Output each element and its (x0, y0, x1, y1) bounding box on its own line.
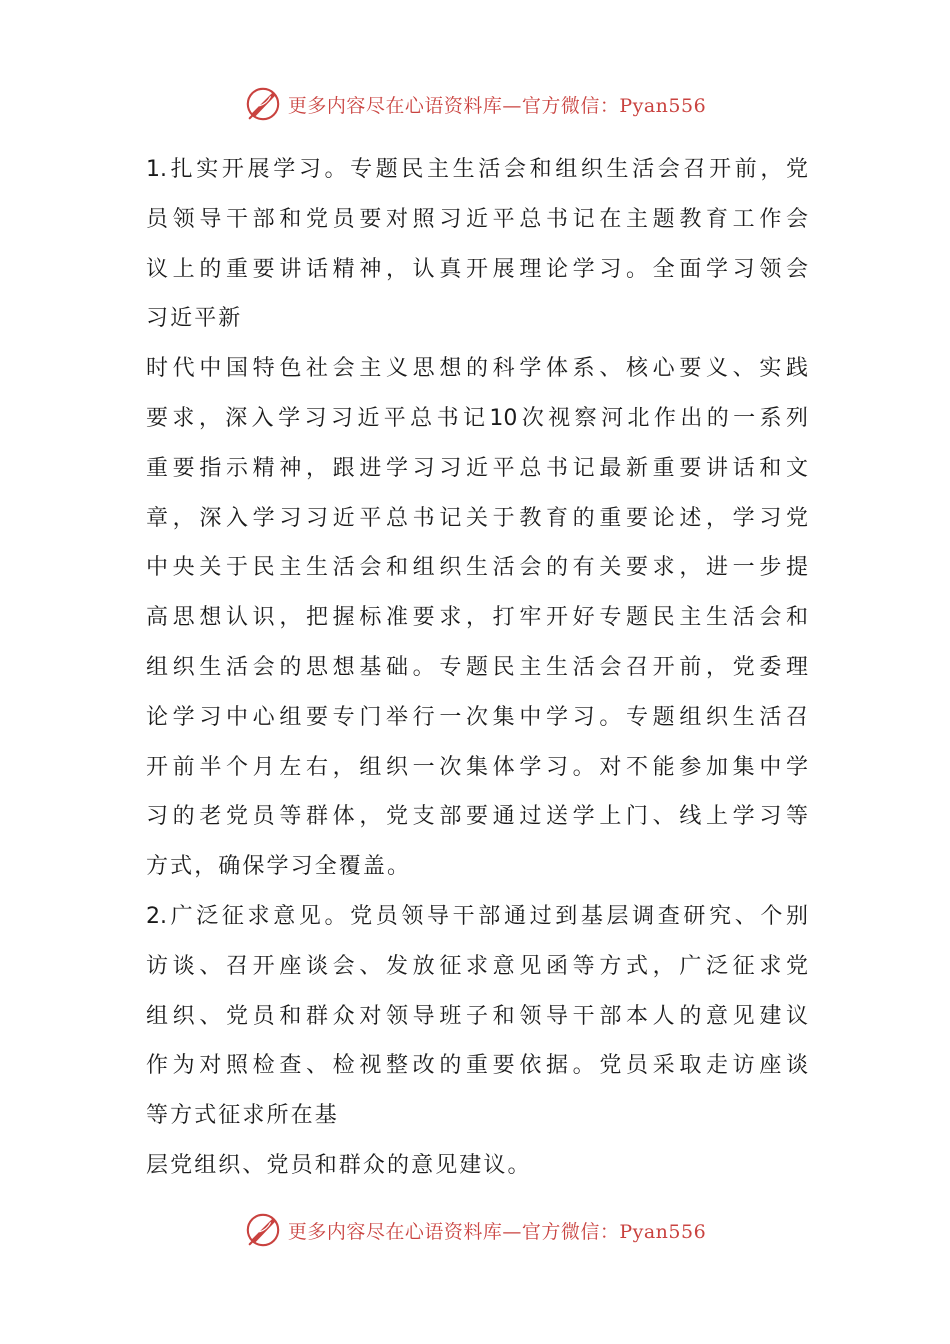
text-line: 1.扎实开展学习。专题民主生活会和组织生活会召开前，党 (146, 157, 808, 182)
text-line: 议上的重要讲话精神，认真开展理论学习。全面学习领会 (146, 256, 808, 282)
text-line: 重要指示精神，跟进学习习近平总书记最新重要讲话和文 (146, 455, 808, 481)
text-line: 时代中国特色社会主义思想的科学体系、核心要义、实践 (146, 356, 808, 382)
text-line: 组织生活会的思想基础。专题民主生活会召开前，党委理 (146, 654, 808, 680)
text-line: 作为对照检查、检视整改的重要依据。党员采取走访座谈 (146, 1053, 808, 1079)
text-line: 层党组织、党员和群众的意见建议。 (146, 1152, 532, 1178)
text-line: 要求，深入学习习近平总书记10次视察河北作出的一系列 (146, 405, 808, 431)
watermark-text: 更多内容尽在心语资料库—官方微信：Pyan556 (287, 1220, 707, 1243)
text-line: 开前半个月左右，组织一次集体学习。对不能参加集中学 (146, 754, 808, 780)
text-line: 等方式征求所在基 (146, 1103, 339, 1129)
footer-watermark (0, 1208, 950, 1252)
text-line: 中央关于民主生活会和组织生活会的有关要求，进一步提 (146, 555, 808, 581)
text-line: 2.广泛征求意见。党员领导干部通过到基层调查研究、个别 (146, 903, 808, 929)
text-line: 章，深入学习习近平总书记关于教育的重要论述，学习党 (146, 505, 808, 531)
text-line: 论学习中心组要专门举行一次集中学习。专题组织生活召 (146, 704, 808, 730)
text-line: 组织、党员和群众对领导班子和领导干部本人的意见建议 (146, 1003, 808, 1029)
text-line: 员领导干部和党员要对照习近平总书记在主题教育工作会 (146, 206, 808, 232)
quill-pen-seal-icon (244, 85, 282, 123)
document-body (146, 145, 808, 1191)
header-watermark (0, 82, 950, 126)
text-line: 习近平新 (146, 306, 243, 332)
text-line: 高思想认识，把握标准要求，打牢开好专题民主生活会和 (146, 605, 808, 631)
text-line: 访谈、召开座谈会、发放征求意见函等方式，广泛征求党 (146, 953, 808, 979)
watermark-text: 更多内容尽在心语资料库—官方微信：Pyan556 (287, 94, 707, 117)
text-line: 方式，确保学习全覆盖。 (146, 854, 412, 880)
text-line: 习的老党员等群体，党支部要通过送学上门、线上学习等 (146, 804, 808, 830)
quill-pen-seal-icon (244, 1211, 282, 1249)
